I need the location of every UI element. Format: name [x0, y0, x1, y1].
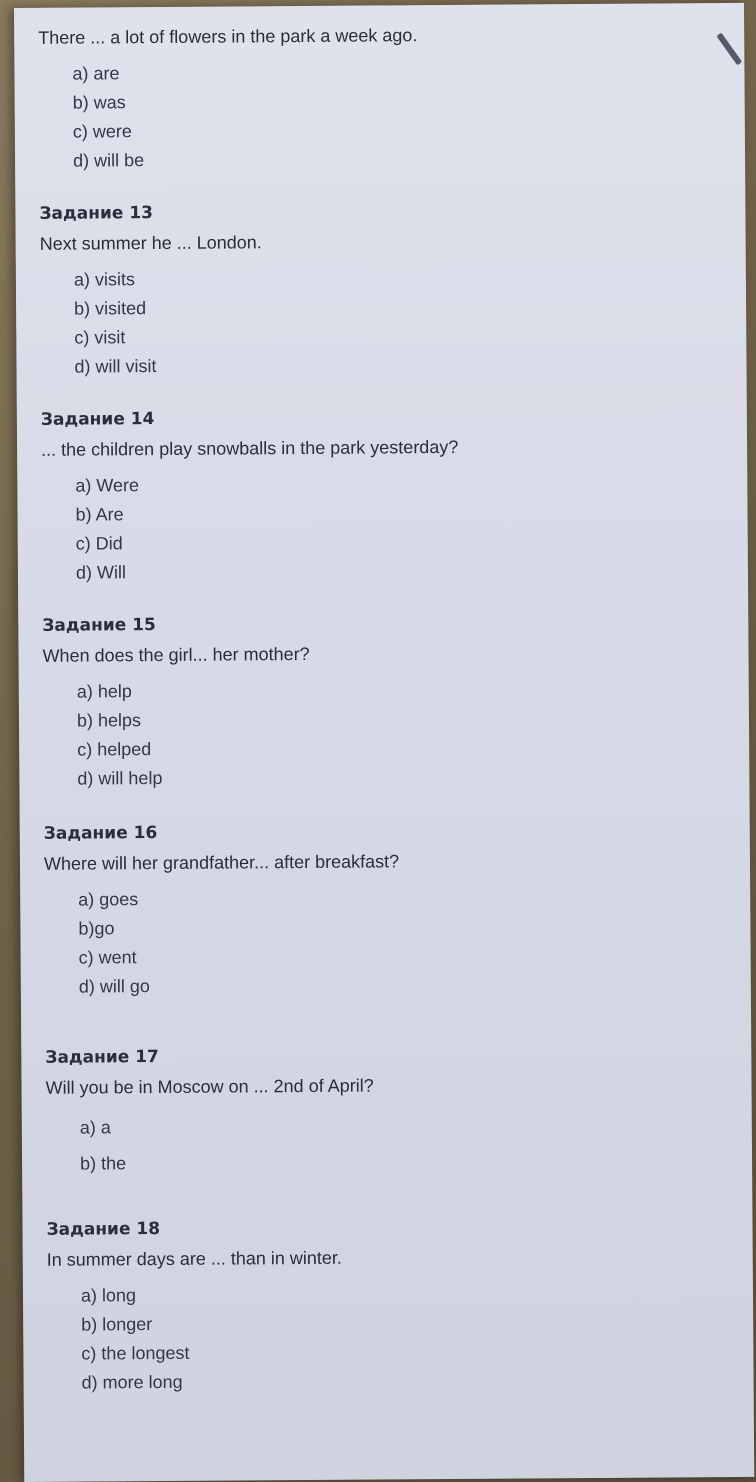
option-a: a) a — [79, 1117, 111, 1138]
option-c: c) went — [78, 947, 137, 968]
task-question: Where will her grandfather... after breakfast? — [43, 851, 400, 874]
task-17 — [45, 1043, 736, 1182]
option-b: b) was — [72, 92, 126, 113]
options-list — [43, 673, 734, 794]
option-b: b) helps — [76, 710, 142, 731]
task-question: When does the girl... her mother? — [42, 643, 310, 666]
options-list — [46, 1105, 736, 1182]
option-d: d) more long — [81, 1371, 183, 1393]
option-a: a) long — [80, 1285, 137, 1306]
option-a: a) visits — [73, 269, 135, 290]
task-question: There ... a lot of flowers in the park a week ago. — [38, 25, 418, 48]
task-heading: Задание 17 — [45, 1047, 159, 1068]
option-a: a) goes — [78, 889, 139, 910]
option-d: d) will help — [77, 767, 163, 789]
task-12 — [38, 23, 729, 176]
option-c: c) helped — [77, 739, 152, 760]
option-c: c) Did — [75, 533, 123, 554]
option-b: b)go — [78, 918, 115, 939]
task-question: In summer days are ... than in winter. — [46, 1247, 342, 1270]
task-14 — [41, 405, 732, 588]
task-heading: Задание 16 — [43, 823, 158, 844]
option-c: c) the longest — [81, 1342, 190, 1364]
option-d: d) will go — [78, 976, 150, 997]
task-16 — [44, 819, 735, 1002]
options-list — [44, 881, 735, 1002]
task-13 — [39, 199, 730, 382]
option-a: a) are — [72, 63, 120, 84]
task-question: Will you be in Moscow on ... 2nd of April? — [45, 1075, 374, 1098]
task-question: ... the children play snowballs in the park yesterday? — [41, 436, 459, 460]
option-b: b) visited — [74, 298, 147, 319]
option-d: d) will visit — [74, 356, 157, 377]
worksheet-page — [14, 3, 754, 1482]
task-heading: Задание 18 — [46, 1219, 161, 1240]
task-heading: Задание 14 — [40, 409, 155, 430]
option-d: d) Will — [75, 562, 127, 583]
option-d: d) will be — [72, 150, 145, 171]
options-list — [40, 261, 731, 382]
option-b: b) the — [79, 1153, 127, 1174]
task-18 — [46, 1215, 737, 1398]
task-heading: Задание 15 — [42, 615, 156, 636]
option-a: a) help — [76, 681, 132, 702]
options-list — [47, 1277, 738, 1398]
task-15 — [42, 611, 733, 794]
task-heading: Задание 13 — [39, 203, 154, 224]
options-list — [38, 55, 729, 176]
option-c: c) visit — [74, 327, 126, 348]
options-list — [41, 467, 732, 588]
option-c: c) were — [72, 121, 132, 142]
option-b: b) Are — [75, 504, 124, 525]
option-a: a) Were — [75, 475, 140, 496]
option-b: b) longer — [81, 1314, 153, 1335]
task-question: Next summer he ... London. — [39, 232, 262, 254]
